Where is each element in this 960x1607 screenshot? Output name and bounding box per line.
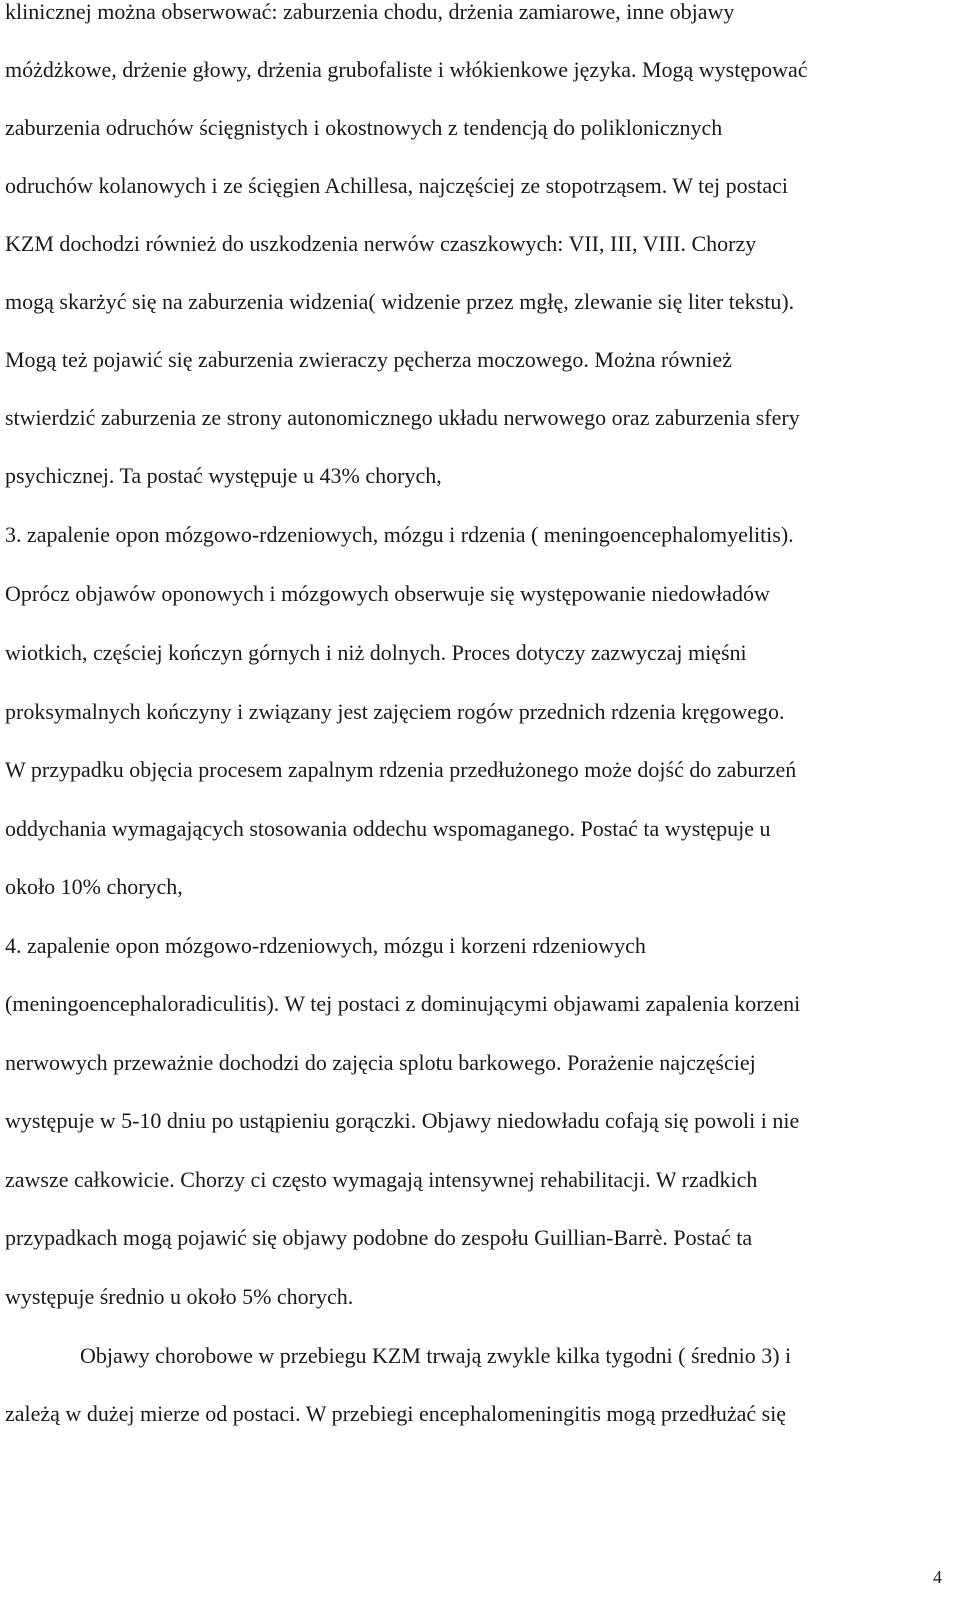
page-number: 4 xyxy=(933,1567,942,1587)
text-line: oddychania wymagających stosowania oddechu wspomaganego. Postać ta występuje u xyxy=(5,816,771,841)
text-line: móżdżkowe, drżenie głowy, drżenia grubofaliste i włókienkowe języka. Mogą występować xyxy=(5,57,808,82)
list-item-4: 4. zapalenie opon mózgowo-rdzeniowych, mózgu i korzeni rdzeniowych xyxy=(5,933,646,958)
text-line: zawsze całkowicie. Chorzy ci często wymagają intensywnej rehabilitacji. W rzadkich xyxy=(5,1167,758,1192)
text-line: W przypadku objęcia procesem zapalnym rdzenia przedłużonego może dojść do zaburzeń xyxy=(5,757,797,782)
text-line: Mogą też pojawić się zaburzenia zwieraczy pęcherza moczowego. Można również xyxy=(5,347,732,372)
paragraph-start-line: Objawy chorobowe w przebiegu KZM trwają zwykle kilka tygodni ( średnio 3) i xyxy=(80,1343,792,1368)
text-line: nerwowych przeważnie dochodzi do zajęcia splotu barkowego. Porażenie najczęściej xyxy=(5,1050,756,1075)
text-line: występuje średnio u około 5% chorych. xyxy=(5,1284,354,1309)
text-line: zaburzenia odruchów ścięgnistych i okostnowych z tendencją do poliklonicznych xyxy=(5,115,723,140)
list-item-3: 3. zapalenie opon mózgowo-rdzeniowych, mózgu i rdzenia ( meningoencephalomyelitis). xyxy=(5,522,794,547)
text-line: klinicznej można obserwować: zaburzenia chodu, drżenia zamiarowe, inne objawy xyxy=(5,0,735,24)
text-line: odruchów kolanowych i ze ścięgien Achillesa, najczęściej ze stopotrząsem. W tej postaci xyxy=(5,173,788,198)
text-line: przypadkach mogą pojawić się objawy podobne do zespołu Guillian-Barrè. Postać ta xyxy=(5,1225,753,1250)
text-line: proksymalnych kończyny i związany jest zajęciem rogów przednich rdzenia kręgowego. xyxy=(5,699,785,724)
text-line: wiotkich, częściej kończyn górnych i niż dolnych. Proces dotyczy zazwyczaj mięśni xyxy=(5,640,747,665)
text-line: Oprócz objawów oponowych i mózgowych obserwuje się występowanie niedowładów xyxy=(5,581,770,606)
text-line: (meningoencephaloradiculitis). W tej postaci z dominującymi objawami zapalenia korzeni xyxy=(5,991,801,1016)
text-line: występuje w 5-10 dniu po ustąpieniu gorączki. Objawy niedowładu cofają się powoli i nie xyxy=(5,1108,800,1133)
text-line: KZM dochodzi również do uszkodzenia nerwów czaszkowych: VII, III, VIII. Chorzy xyxy=(5,231,757,256)
text-line: mogą skarżyć się na zaburzenia widzenia( widzenie przez mgłę, zlewanie się liter tekstu). xyxy=(5,289,795,314)
text-line: stwierdzić zaburzenia ze strony autonomicznego układu nerwowego oraz zaburzenia sfery xyxy=(5,405,800,430)
text-line: psychicznej. Ta postać występuje u 43% chorych, xyxy=(5,463,442,488)
text-line: zależą w dużej mierze od postaci. W przebiegi encephalomeningitis mogą przedłużać się xyxy=(5,1401,787,1426)
text-line: około 10% chorych, xyxy=(5,874,183,899)
